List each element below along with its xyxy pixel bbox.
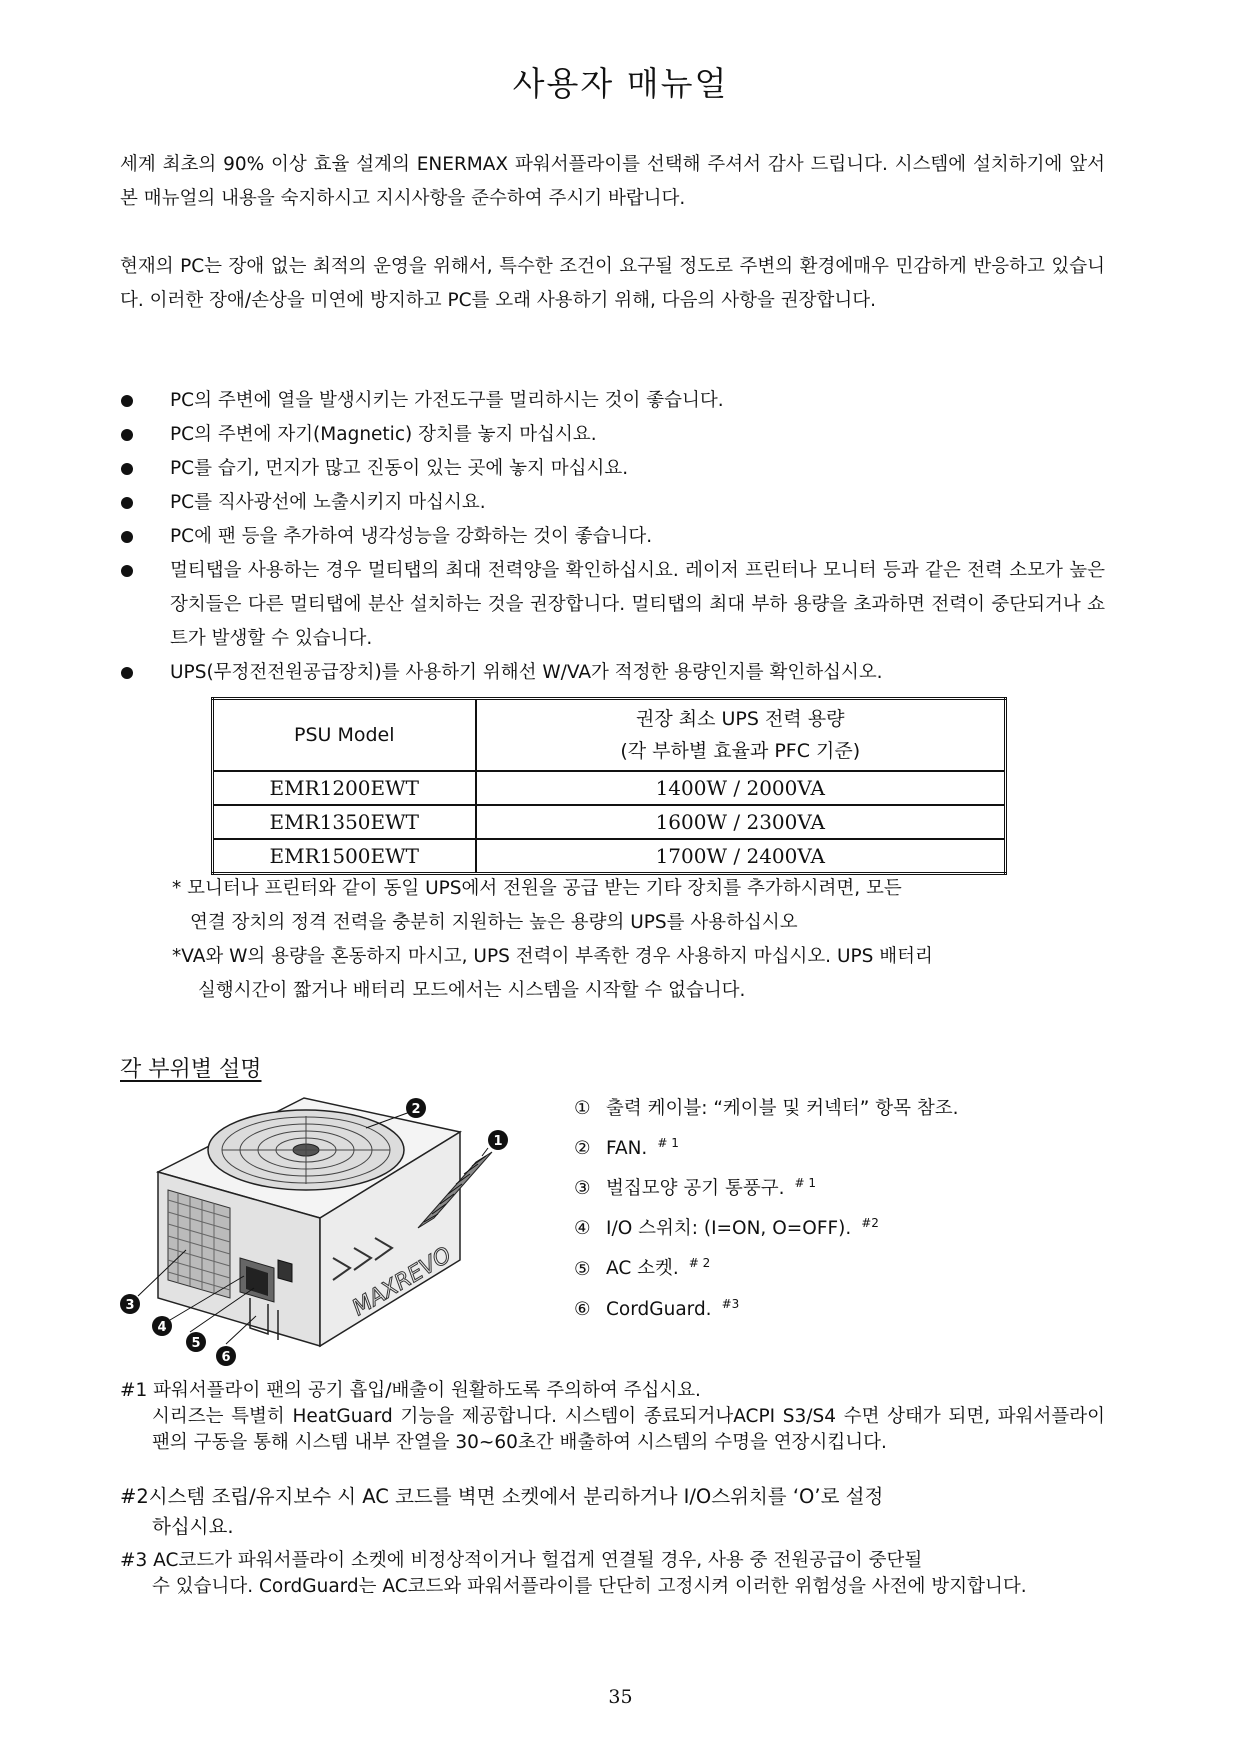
footnote-line: #3 AC코드가 파워서플라이 소켓에 비정상적이거나 헐겁게 연결될 경우, 사용 중 전원공급이 중단될 (120, 1550, 923, 1571)
part-number: ⑥ (574, 1298, 591, 1320)
table-cell-model: EMR1350EWT (213, 805, 476, 839)
list-item: PC의 주변에 자기(Magnetic) 장치를 놓지 마십시요. (120, 418, 1105, 452)
honeycomb-vent-icon (168, 1190, 230, 1298)
parts-list (574, 1092, 959, 1327)
footnote-line: #2시스템 조립/유지보수 시 AC 코드를 벽면 소켓에서 분리하거나 I/O스위치를 ‘O’로 설정 (120, 1485, 884, 1508)
list-item (574, 1287, 959, 1327)
list-item: PC에 팬 등을 추가하여 냉각성능을 강화하는 것이 좋습니다. (120, 520, 1105, 554)
psu-illustration (118, 1088, 558, 1370)
table-header-ups-capacity (476, 699, 1006, 772)
part-label: I/O 스위치: (I=ON, O=OFF). (606, 1218, 852, 1240)
section-heading: 각 부위별 설명 (120, 1057, 262, 1082)
ups-note-1 (172, 872, 902, 940)
page-number: 35 (608, 1686, 633, 1708)
io-switch-icon (278, 1260, 292, 1282)
callout-6: 6 (221, 1350, 231, 1365)
part-label: FAN. (606, 1138, 648, 1160)
page-title: 사용자 매뉴얼 (512, 64, 729, 103)
table-cell-capacity: 1700W / 2400VA (476, 839, 1006, 874)
callout-3: 3 (125, 1298, 135, 1313)
list-item (574, 1206, 959, 1246)
footnote-line: #1 파워서플라이 팬의 공기 흡입/배출이 원활하도록 주의하여 주십시요. (120, 1380, 701, 1401)
part-number: ⑤ (574, 1258, 591, 1280)
table-row (213, 839, 1006, 874)
intro-paragraph-1: 세계 최초의 90% 이상 효율 설계의 ENERMAX 파워서플라이를 선택해 주셔서 감사 드립니다. 시스템에 설치하기에 앞서 본 매뉴얼의 내용을 숙지하시고 지시사항을 준수하여 주시기 바랍니다. (120, 154, 1105, 209)
ups-capacity-table (211, 697, 1007, 875)
note-line: 실행시간이 짧거나 배터리 모드에서는 시스템을 시작할 수 없습니다. (198, 980, 746, 1001)
footnote-body: 시리즈는 특별히 HeatGuard 기능을 제공합니다. 시스템이 종료되거나ACPI S3/S4 수면 상태가 되면, 파워서플라이 팬의 구동을 통해 시스템 내부 잔열을 30~60초간 배출하여 시스템의 수명을 연장시킵니다. (152, 1406, 1105, 1453)
list-item (574, 1126, 959, 1166)
table-header-line: 권장 최소 UPS 전력 용량 (636, 708, 845, 730)
part-label: 출력 케이블: “케이블 및 커넥터” 항목 참조. (606, 1098, 959, 1119)
footnote-body: 수 있습니다. CordGuard는 AC코드와 파워서플라이를 단단히 고정시켜 이러한 위험성을 사전에 방지합니다. (152, 1576, 1027, 1597)
table-header-row (213, 699, 1006, 772)
part-ref: # 1 (794, 1176, 816, 1191)
footnote-1 (120, 1378, 1105, 1456)
table-cell-capacity: 1400W / 2000VA (476, 771, 1006, 805)
part-number: ② (574, 1138, 591, 1160)
list-item: PC의 주변에 열을 발생시키는 가전도구를 멀리하시는 것이 좋습니다. (120, 384, 1105, 418)
table-cell-capacity: 1600W / 2300VA (476, 805, 1006, 839)
part-label: CordGuard. (606, 1298, 712, 1320)
table-header-line: (각 부하별 효율과 PFC 기준) (620, 740, 861, 762)
recommendation-list (120, 384, 1105, 690)
table-header-psu-model: PSU Model (213, 699, 476, 772)
part-number: ① (574, 1098, 591, 1119)
footnote-body: 하십시요. (152, 1515, 234, 1538)
list-item: PC를 습기, 먼지가 많고 진동이 있는 곳에 놓지 마십시요. (120, 452, 1105, 486)
list-item: 멀티탭을 사용하는 경우 멀티탭의 최대 전력양을 확인하십시요. 레이저 프린터나 모니터 등과 같은 전력 소모가 높은 장치들은 다른 멀티탭에 분산 설치하는 것을 권장합니다. 멀티탭의 최대 부하 용량을 초과하면 전력이 중단되거나 쇼트가 발생할 수 있습니다. (120, 554, 1105, 656)
part-label: AC 소켓. (606, 1258, 679, 1280)
table-cell-model: EMR1200EWT (213, 771, 476, 805)
list-item: PC를 직사광선에 노출시키지 마십시요. (120, 486, 1105, 520)
part-ref: #3 (721, 1296, 740, 1311)
list-item (574, 1166, 959, 1206)
note-line: * 모니터나 프린터와 같이 동일 UPS에서 전원을 공급 받는 기타 장치를 추가하시려면, 모든 (172, 878, 902, 899)
fan-icon (208, 1110, 404, 1190)
table-row (213, 771, 1006, 805)
note-line: *VA와 W의 용량을 혼동하지 마시고, UPS 전력이 부족한 경우 사용하지 마십시오. UPS 배터리 (172, 946, 933, 967)
part-number: ④ (574, 1218, 591, 1240)
callout-5: 5 (191, 1336, 201, 1351)
footnote-2 (120, 1482, 1105, 1542)
table-row (213, 805, 1006, 839)
callout-1: 1 (493, 1134, 503, 1149)
part-ref: #2 (861, 1216, 879, 1231)
ups-note-2 (172, 940, 933, 1008)
intro-paragraph-2: 현재의 PC는 장애 없는 최적의 운영을 위해서, 특수한 조건이 요구될 정도로 주변의 환경에매우 민감하게 반응하고 있습니다. 이러한 장애/손상을 미연에 방지하고 PC를 오래 사용하기 위해, 다음의 사항을 권장합니다. (120, 256, 1105, 311)
part-ref: # 2 (688, 1256, 711, 1271)
list-item (574, 1092, 959, 1126)
callout-4: 4 (157, 1320, 167, 1335)
list-item (574, 1246, 959, 1286)
table-cell-model: EMR1500EWT (213, 839, 476, 874)
list-item: UPS(무정전전원공급장치)를 사용하기 위해선 W/VA가 적정한 용량인지를 확인하십시오. (120, 656, 1105, 690)
footnote-3 (120, 1548, 1105, 1600)
callout-2: 2 (411, 1102, 421, 1117)
note-line: 연결 장치의 정격 전력을 충분히 지원하는 높은 용량의 UPS를 사용하십시오 (190, 912, 798, 933)
part-label: 벌집모양 공기 통풍구. (606, 1178, 785, 1200)
part-ref: # 1 (657, 1136, 679, 1150)
part-number: ③ (574, 1178, 591, 1200)
brand-text: MAXREVO (348, 1242, 456, 1322)
